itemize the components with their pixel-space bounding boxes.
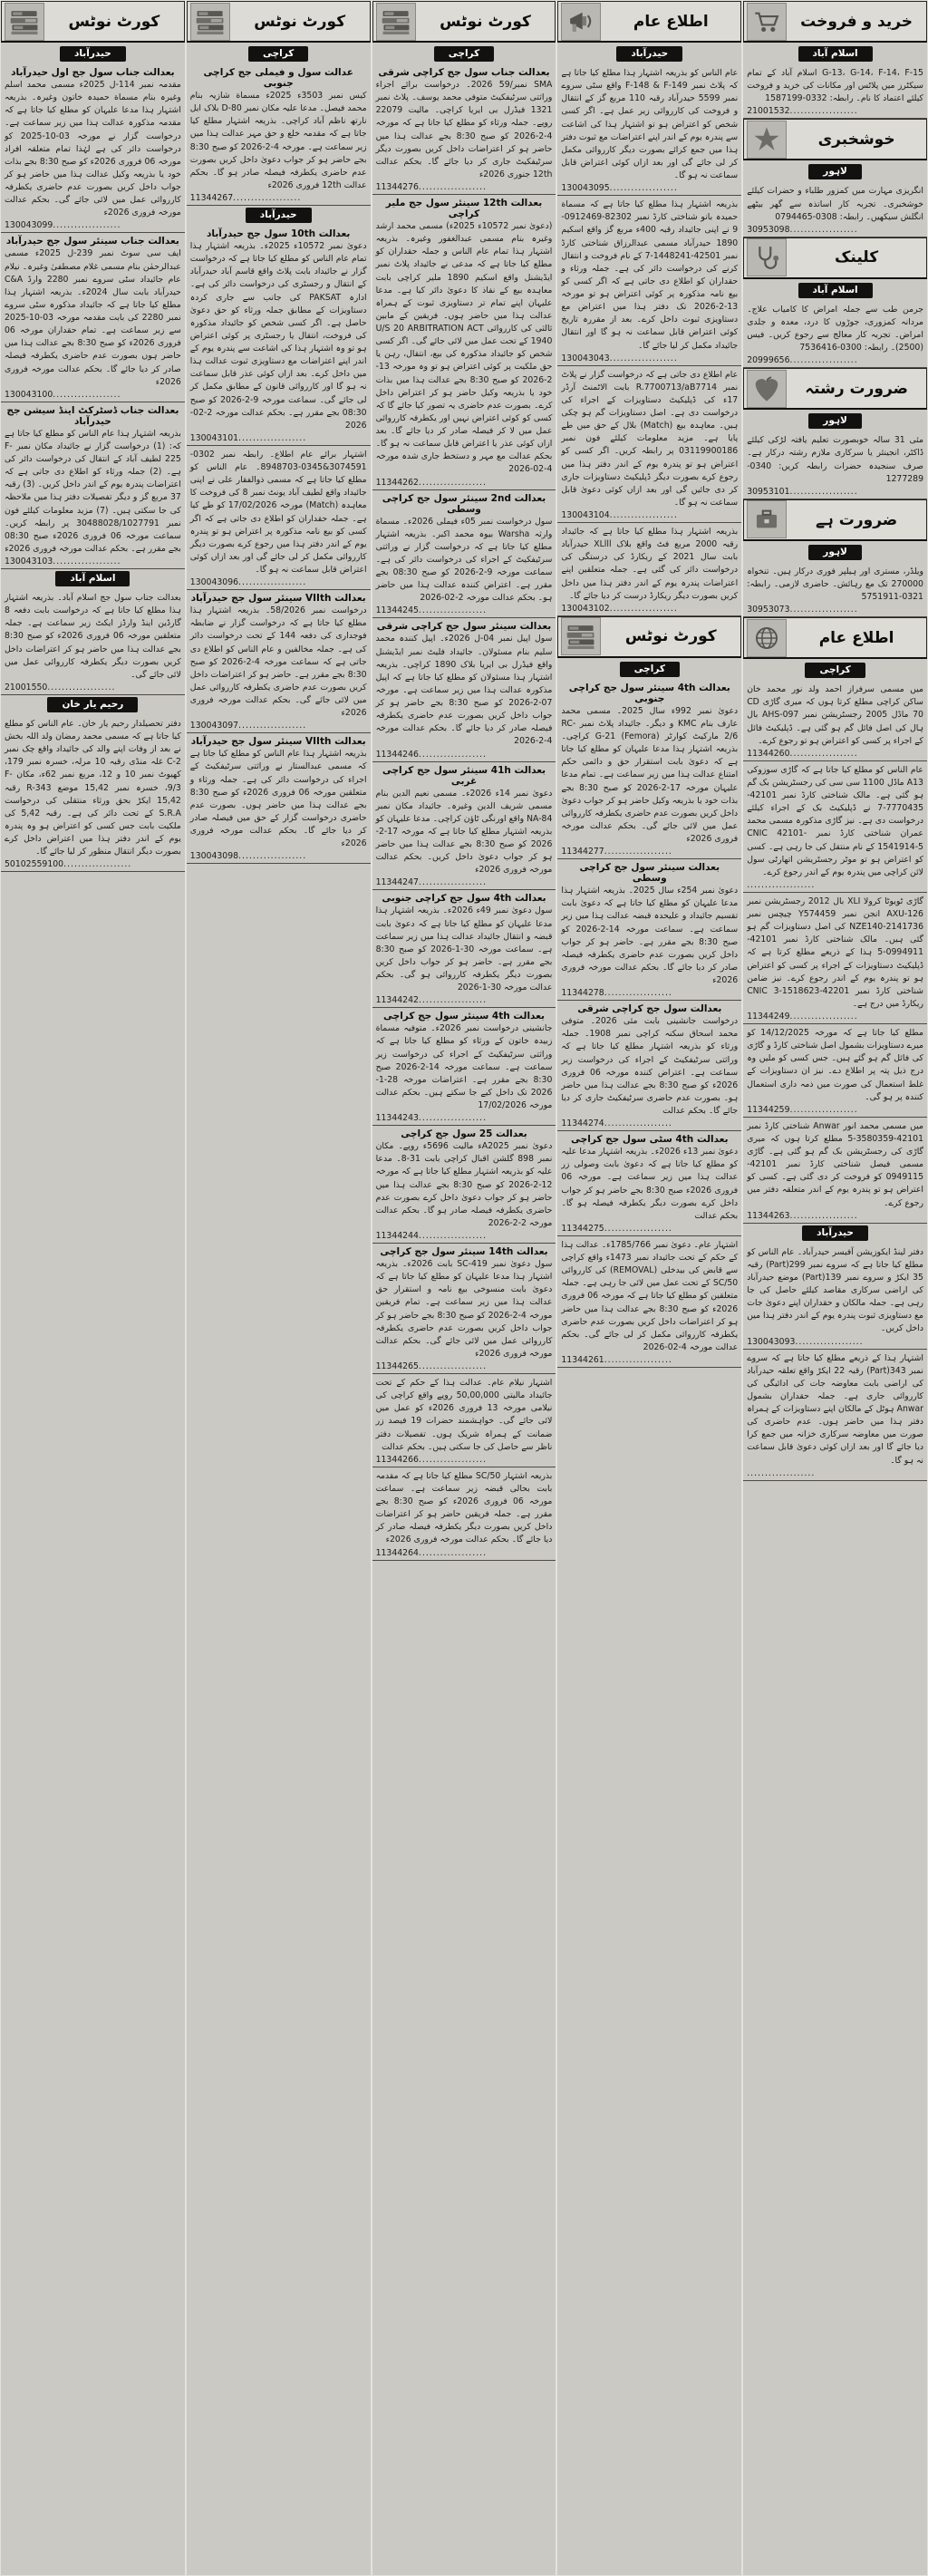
ad-id-value: 130043101: [189, 432, 239, 443]
ad-body-text: بذریعہ اشتہار SC/50 مطلع کیا جاتا ہے کہ مقدمہ بابت بحالی قبضہ زیر سماعت ہے۔ سماعت مورخہ 06 فروری 2026ء کو صبح 8:30 بجے مقرر ہے۔ جملہ فریقین حاضر ہو کر اعتراضات داخل کریں بصورت دیگر یکطرفہ فیصلہ صادر کر دیا جائے گا۔ بحکم عدالت مورخہ فروری 2026ء: [375, 1470, 553, 1545]
ad-reference-number: [190, 193, 367, 203]
ad-reference-number: [5, 683, 181, 692]
ad-reference-number: [747, 355, 923, 365]
ad-reference-number: [376, 1113, 553, 1123]
ad-body-text: میں مسمی محمد انور Anwar شناختی کارڈ نمبر 42101-3580359-5 مطلع کرتا ہوں کہ میری گاڑی کی رجسٹریشن بک گم ہو گئی ہے۔ گاڑی مسمی فیصل شناختی کارڈ نمبر 42101-0949115 کو فروخت کر دی گئی ہے۔ کسی کو اعتراض ہو تو پندرہ یوم کے اندر متعلقہ دفتر میں رجوع کرے۔: [747, 1120, 923, 1208]
ad-court-title: بعدالت 10th سول جج حیدرآباد: [207, 228, 351, 239]
city-label: اسلام آباد: [798, 283, 873, 298]
column-2: [187, 1, 371, 2575]
ad-reference-number: [561, 510, 738, 520]
ad-body-text: کیس نمبر 3503ء 2025ء مسماة شازیہ بنام محمد فیصل۔ مدعا علیہ مکان نمبر D-80 بلاک ایل نارتھ ناظم آباد کراچی۔ بذریعہ اشتہار مطلع کیا جاتا ہے کہ مقدمہ خلع و حق مہر عدالت ہذا میں زیر سماعت ہے۔ مورخہ 4-2-2026 کو صبح 8:30 بجے حاضر ہو کر جواب دعویٰ داخل کریں بصورت عدم حاضری یکطرفہ فیصلہ صادر ہو گا۔ بحکم عدالت 12th فروری 2026ء: [189, 91, 367, 190]
city-label: لاہور: [808, 413, 862, 429]
classified-ad: [743, 301, 927, 369]
classified-ad: [187, 64, 371, 206]
section-header: [743, 237, 927, 279]
public-notice-icon: [561, 3, 601, 41]
ad-body-text: بذریعہ اشتہار ہذا عام الناس کو مطلع کیا جاتا ہے کہ: (1) درخواست گزار نے جائیداد مکان نمبر F-225 لطیف آباد کے انتقال کی درخواست دائر کی ہے۔ (2) جملہ ورثاء کو اطلاع دی جاتی ہے کہ اعتراضات پندرہ یوم کے اندر داخل کریں۔ (3) رقبہ 37 مربع گز و دیگر تفصیلات دفتر ہذا میں ملاحظہ کی جا سکتی ہیں۔ (7) مزید معلومات کیلئے فون نمبر 30488028/1027791 پر رابطہ کریں۔ سماعت مورخہ 06 فروری 2026ء صبح 08:30 بجے مقرر ہے۔ بحکم عدالت مورخہ فروری 2026ء: [5, 428, 181, 554]
classified-ad: [743, 431, 927, 499]
city-row: [557, 44, 741, 64]
city-row: [1, 569, 185, 589]
city-row: [187, 206, 371, 226]
info-globe-icon: [747, 619, 787, 657]
ad-body-text: دعویٰ نمبر A2025ء مالیت 5696ء روپے۔ مکان نمبر 898 گلشن اقبال کراچی بابت 31-8۔ مدعا علیہ کو بذریعہ اشتہار مطلع کیا جاتا ہے کہ مورخہ 12-2-2026 کو صبح 8:30 بجے عدالت ہذا میں حاضر ہو کر جواب دعویٰ داخل کرے بصورت عدم حاضری یکطرفہ فیصلہ صادر ہو گا۔ بحکم عدالت مورخہ 2-2-2026: [375, 1141, 553, 1228]
classified-ad: [557, 859, 741, 1001]
ad-body-text: دعویٰ نمبر 13ء 2026ء۔ بذریعہ اشتہار مدعا علیہ کو مطلع کیا جاتا ہے کہ دعویٰ بابت وصولی زر عدالت ہذا میں زیر سماعت ہے۔ مورخہ 06 فروری 2026ء صبح 8:30 بجے حاضر ہو کر جواب داخل کرے بصورت دیگر یکطرفہ فیصلہ ہو گا۔ بحکم عدالت: [561, 1147, 739, 1221]
classified-ad: [743, 1244, 927, 1350]
ad-id-value: 11344277: [561, 847, 604, 857]
section-header: [743, 617, 927, 659]
ad-court-title: بعدالت 4th سول جج کراچی جنوبی: [382, 893, 546, 905]
ad-body-text: دعویٰ نمبر 254ء سال 2025۔ بذریعہ اشتہار ہذا مدعا علیہان کو مطلع کیا جاتا ہے کہ دعویٰ بابت تقسیم جائیداد و علیحدہ قبضہ عدالت ہذا میں زیر سماعت ہے۔ سماعت مورخہ 14-2-2026 کو صبح 8:30 بجے مقرر ہے۔ حاضر ہو کر جواب داخل کریں بصورت عدم حاضری یکطرفہ فیصلہ صادر کر دیا جائے گا۔ بحکم عدالت مورخہ فروری 2026ء: [561, 886, 739, 985]
classified-ad: [557, 1131, 741, 1236]
city-label: حیدرآباد: [60, 46, 126, 62]
ad-id-value: 11344242: [375, 995, 419, 1006]
section-header: [557, 616, 741, 658]
ad-reference-number: [376, 750, 553, 760]
ad-body-text: SMA نمبر/59 2026۔ درخواست برائے اجراء وراثتی سرٹیفکیٹ متوفی محمد یوسف۔ پلاٹ نمبر 1321 فیڈرل بی ایریا کراچی۔ مالیت 22079 روپے۔ جملہ ورثاء کو مطلع کیا جاتا ہے کہ مورخہ 4-2-2026 کو صبح 8:30 بجے عدالت ہذا میں حاضر ہو کر اعتراضات داخل کریں بصورت دیگر سرٹیفکیٹ جاری کر دیا جائے گا۔ بحکم عدالت 12th جنوری 2026ء: [375, 80, 553, 179]
ad-body-text: بذریعہ اشتہار ہذا عام الناس کو مطلع کیا جاتا ہے کہ مسمی عبدالستار نے وراثتی سرٹیفکیٹ کے اجراء کی درخواست دائر کی ہے۔ جملہ ورثاء و متعلقین مورخہ 06 فروری 2026ء کو صبح 8:30 بجے عدالت ہذا میں حاضر ہوں۔ بصورت عدم حاضری درخواست گزار کے حق میں فیصلہ صادر کر دیا جائے گا۔ بحکم عدالت مورخہ فروری 2026ء: [189, 749, 367, 849]
ad-reference-number: [747, 605, 923, 615]
ad-reference-number: [376, 877, 553, 887]
classified-ad: [187, 226, 371, 446]
ad-body-text: سول دعویٰ نمبر 49ء 2026ء۔ بذریعہ اشتہار ہذا مدعا علیہان کو مطلع کیا جاتا ہے کہ دعویٰ بابت قبضہ و انتقال جائیداد عدالت ہذا میں زیر سماعت ہے۔ سماعت مورخہ 30-1-2026 کو صبح 8:30 بجے مقرر ہے۔ حاضر ہو کر جواب داخل کریں بصورت دیگر یکطرفہ کارروائی ہو گی۔ بحکم عدالت مورخہ 30-1-2026: [375, 905, 553, 993]
ad-reference-number: [747, 749, 923, 759]
classified-ad: [1, 589, 185, 695]
ad-id-value: 11344259: [747, 1104, 790, 1115]
court-notice-icon: [5, 3, 44, 41]
ad-reference-number: [376, 1548, 553, 1558]
ad-reference-number: [561, 1224, 738, 1234]
section-title: ضرورت ہے: [815, 510, 898, 529]
ad-id-value: 11344262: [375, 477, 419, 488]
ad-reference-number: [561, 1119, 738, 1128]
ad-court-title: بعدالت VIIth سینئر سول جج حیدرآباد: [190, 593, 366, 605]
classified-ad: [372, 1467, 556, 1561]
ad-id-value: 11344260: [747, 748, 790, 759]
city-label: کراچی: [248, 46, 308, 62]
buy-sell-icon: [747, 3, 787, 41]
section-header: [187, 1, 371, 43]
classified-ad: [1, 233, 185, 402]
ad-id-value: 130043103: [5, 557, 53, 567]
ad-body-text: دعویٰ نمبر 10572ء 2025ء۔ بذریعہ اشتہار ہذا تمام عام الناس کو مطلع کیا جاتا ہے کہ درخواست گزار نے جائیداد بابت پلاٹ واقع قاسم آباد حیدرآباد کے انتقال و رجسٹری کی درخواست دائر کی ہے۔ ادارہ PAKSAT کی جانب سے جاری کردہ دستاویزات کے مطابق جملہ ورثاء کو حق دعویٰ حاصل ہے۔ اگر کسی شخص کو جائیداد مذکورہ کی فروخت، انتقال یا رجسٹری پر کوئی اعتراض ہو تو وہ اشتہار ہذا کی اشاعت سے پندرہ یوم کے اندر اپنے اعتراضات مع دستاویزی ثبوت عدالت ہذا میں داخل کرے۔ بعد ازاں کوئی عذر قابل سماعت نہ ہو گا اور کارروائی قانون کے مطابق مکمل کر لی جائے گی۔ سماعت مورخہ 9-2-2026 کو صبح 08:30 بجے مقرر ہے۔ بحکم عدالت مورخہ 2-02-2026: [189, 241, 367, 431]
needed-icon: [747, 500, 787, 538]
ad-body-text: دفتر لینڈ ایکوزیشن آفیسر حیدرآباد۔ عام الناس کو مطلع کیا جاتا ہے کہ سروے نمبر 299(Part) رقبہ 35 ایکڑ و سروے نمبر 139(Part) موضع حیدرآباد کی اراضی سرکاری مقاصد کیلئے حاصل کی جا رہی ہے۔ جملہ مالکان و حقداران اپنے دعویٰ جات مع دستاویزی ثبوت پندرہ یوم کے اندر دفتر ہذا میں داخل کریں۔: [747, 1246, 923, 1334]
ad-court-title: بعدالت سینئر سول جج کراچی شرقی: [376, 621, 552, 633]
ad-court-title: بعدالت سول جج کراچی شرقی: [577, 1003, 722, 1015]
ad-id-value: 130043100: [5, 389, 53, 400]
ad-id-value: 11344247: [375, 877, 419, 888]
ad-body-text: اشتہار برائے عام اطلاع۔ رابطہ نمبر 0302-3074591&0345-8948703۔ عام الناس کو مطلع کیا جاتا ہے کہ مسمی ذوالفقار علی نے اپنی جائیداد واقع لطیف آباد یونٹ نمبر 8 کی فروخت کا معاہدہ (Match) مورخہ 17/02/2026 کو طے کیا ہے۔ جملہ حقداران کو اطلاع دی جاتی ہے کہ اگر کسی کو بیع نامہ مذکورہ پر اعتراض ہو تو پندرہ یوم کے اندر دفتر ہذا میں رجوع کرے بصورت دیگر کارروائی مکمل کر لی جائے گی اور بعد ازاں کوئی اعتراض قابل سماعت نہ ہو گا۔: [189, 449, 367, 575]
ad-id-value: 11344275: [561, 1223, 604, 1234]
ad-reference-number: [747, 880, 923, 890]
ad-id-value: 11344265: [375, 1361, 419, 1371]
ad-body-text: درخواست جانشینی بابت مئی 2026۔ متوفی محمد اسحاق سکنہ کراچی نمبر 1908۔ جملہ ورثاء کو بذریعہ اشتہار مطلع کیا جاتا ہے کہ وراثتی سرٹیفکیٹ کے اجراء کی درخواست زیر سماعت ہے۔ اعتراض کنندہ مورخہ 06 فروری 2026ء کو صبح 8:30 بجے عدالت ہذا میں حاضر ہو۔ بصورت عدم حاضری سرٹیفکیٹ جاری کر دیا جائے گا۔ بحکم عدالت: [561, 1016, 739, 1116]
ad-court-title: بعدالت جناب ڈسٹرکٹ اینڈ سیشن جج حیدرآباد: [6, 404, 179, 427]
city-label: کراچی: [620, 662, 680, 677]
ad-reference-number: [747, 1012, 923, 1022]
ad-body-text: دفتر تحصیلدار رحیم یار خان۔ عام الناس کو مطلع کیا جاتا ہے کہ مسمی محمد رمضان ولد اللہ بخش نے بعد از وفات اپنے والد کی جائیداد واقع چک نمبر C-2 غلہ منڈی رقبہ 10 مرلہ، خسرہ نمبر 179، کھیوٹ نمبر 10 و 12، مربع نمبر 62ء، مکان F-9/3، خسرہ نمبر 15,42 موضع R-343 رقبہ 15,42 ایکڑ بحق ورثاء منتقلی کی درخواست S.R.A کے تحت دائر کی ہے۔ رقبہ 5,42 کی ملکیت بابت جس کسی کو اعتراض ہو وہ پندرہ یوم کے اندر دفتر ہذا میں اعتراض داخل کرے بصورت دیگر انتقال منظور کر لیا جائے گا۔: [5, 718, 181, 857]
ad-id-value: 130043043: [561, 353, 610, 363]
ad-court-title: بعدالت 4th سٹی سول جج کراچی: [571, 1134, 729, 1146]
ad-id-value: 130043095: [561, 183, 610, 194]
ad-id-value: 11344249: [747, 1012, 790, 1022]
ad-court-title: بعدالت 25 سول جج کراچی: [401, 1128, 527, 1140]
section-title: اطلاع عام: [818, 628, 894, 647]
section-title: ضرورت رشتہ: [805, 380, 908, 399]
city-row: [743, 281, 927, 301]
ad-body-text: اشتہار ہذا کے ذریعے مطلع کیا جاتا ہے کہ سروے نمبر 343(Part) رقبہ 22 ایکڑ واقع تعلقہ حیدرآباد کی اراضی بابت معاوضہ جات کی ادائیگی کی کارروائی جاری ہے۔ جملہ حقداران بشمول Anwar ہوٹل کے مالکان اپنے دستاویزات کے ہمراہ دفتر ہذا میں حاضر ہوں۔ عدم حاضری کی صورت میں معاوضہ سرکاری خزانہ میں جمع کرا دیا جائے گا اور بعد ازاں کوئی دعویٰ قابل سماعت نہ ہو گا۔: [747, 1352, 923, 1466]
ad-body-text: بذریعہ اشتہار ہذا مطلع کیا جاتا ہے کہ مسماة حمیدہ بانو شناختی کارڈ نمبر 82302-0912469-9 نے اپنی جائیداد رقبہ 400ء مربع گز واقع اسکیم 1890 حیدرآباد مسمی عبدالرزاق شناختی کارڈ نمبر 42501-1448241-7 کے نام فروخت و انتقال کرنے کی درخواست دائر کی ہے۔ جملہ ورثاء و حقداران کو اطلاع دی جاتی ہے کہ اگر کسی کو بیع نامہ مذکورہ پر کوئی اعتراض ہو تو مورخہ 13-2-2026 تک دفتر ہذا میں اعتراض مع دستاویزی ثبوت داخل کرے۔ بعد از مقررہ تاریخ کوئی اعتراض قابل سماعت نہ ہو گا اور انتقال جائیداد مکمل کر لیا جائے گا۔: [561, 199, 739, 351]
ad-reference-number: [5, 390, 181, 400]
classified-ad: [187, 446, 371, 590]
ad-court-title: بعدالت 12th سینئر سول جج ملیر کراچی: [385, 198, 543, 219]
ad-body-text: میں مسمی سرفراز احمد ولد نور محمد خان ساکن کراچی مطلع کرتا ہوں کہ میری گاڑی CD 70 ماڈل 2005 رجسٹریشن نمبر AHS-097 بال ہال کی اصل فائل گم ہو گئی ہے۔ ڈپلیکیٹ فائل کے اجراء پر کسی کو اعتراض ہو تو رجوع کرے۔: [747, 684, 923, 746]
ad-reference-number: [376, 478, 553, 488]
ad-reference-number: [561, 988, 738, 998]
ad-id-value: 11344246: [375, 749, 419, 760]
section-header: [372, 1, 556, 43]
ad-body-text: بعدالت جناب سول جج اسلام آباد۔ بذریعہ اشتہار ہذا مطلع کیا جاتا ہے کہ درخواست بابت دفعہ 8 گارڈین اینڈ وارڈز ایکٹ زیر سماعت ہے۔ جملہ متعلقین مورخہ 06 فروری 2026ء کو صبح 8:30 بجے عدالت ہذا میں حاضر ہو کر اعتراضات داخل کریں بصورت دیگر یکطرفہ کارروائی عمل میں لائی جائے گی۔: [5, 593, 181, 680]
ad-body-text: دعویٰ نمبر 14ء 2026ء۔ مسمی نعیم الدین بنام مسمی شریف الدین وغیرہ۔ جائیداد مکان نمبر NA-84 واقع اورنگی ٹاؤن کراچی۔ مدعا علیہان کو بذریعہ اشتہار مطلع کیا جاتا ہے کہ مورخہ 17-2-2026 کو صبح 8:30 بجے عدالت ہذا میں حاضر ہو کر جواب دعویٰ داخل کریں۔ بحکم عدالت مورخہ فروری 2026ء: [375, 788, 553, 876]
city-row: [743, 543, 927, 563]
classified-ad: [743, 563, 927, 617]
city-label: رحیم یار خان: [47, 697, 138, 712]
ad-reference-number: [561, 1355, 738, 1365]
ad-reference-number: [376, 1455, 553, 1465]
ad-reference-number: [561, 183, 738, 193]
court-notice-icon: [376, 3, 416, 41]
classified-ad: [372, 1244, 556, 1374]
ad-reference-number: [376, 995, 553, 1005]
ad-id-value: 21001550: [5, 682, 48, 692]
section-title: خوشخبری: [817, 130, 895, 149]
ad-body-text: ویلڈر، مستری اور ہیلپر فوری درکار ہیں۔ تنخواہ 270000 تک مع رہائش۔ حاضری لازمی۔ رابطہ: 0321-5751911: [747, 566, 923, 602]
ad-id-value: 50102559100: [5, 859, 64, 870]
classified-ad: [557, 1001, 741, 1131]
ad-body-text: دعویٰ نمبر 992ء سال 2025۔ مسمی محمد عارف بنام KMC و دیگر۔ جائیداد پلاٹ نمبر RC-2/6 مارکیٹ کوارٹر G-21 (Femora) کراچی۔ بذریعہ اشتہار ہذا مدعا علیہان کو مطلع کیا جاتا ہے کہ دعویٰ بابت استقرار حق و دائمی حکم امتناع عدالت ہذا میں زیر سماعت ہے۔ تمام مدعا علیہان مورخہ 17-2-2026 کو صبح 8:30 بجے بذات خود یا بذریعہ وکیل حاضر ہو کر جواب دعویٰ داخل کریں بصورت عدم حاضری یکطرفہ کارروائی عمل میں لائی جائے گی۔ بحکم عدالت مورخہ فروری 2026ء: [561, 705, 739, 844]
city-row: [372, 44, 556, 64]
classified-ad: [743, 182, 927, 237]
ad-body-text: جرمن طب سے جملہ امراض کا کامیاب علاج۔ مردانہ کمزوری، جوڑوں کا درد، معدہ و جلدی امراض۔ تجربہ کار معالج سے رجوع کریں۔ فیس (2500)۔ رابطہ: 0300-7536416: [747, 304, 923, 353]
ad-court-title: عدالت سول و فیملی جج کراچی جنوبی: [203, 67, 353, 89]
city-label: اسلام آباد: [798, 46, 873, 62]
ad-id-value: 11344245: [375, 605, 419, 616]
ad-reference-number: [747, 487, 923, 497]
ad-reference-number: [190, 851, 367, 861]
classified-ad: [372, 490, 556, 619]
ad-body-text: اشتہار نیلام عام۔ عدالت ہذا کے حکم کے تحت جائیداد مالیتی 50,00,000 روپے واقع کراچی کی نیلامی مورخہ 13 فروری 2026ء کو عمل میں لائی جائے گی۔ خواہشمند حضرات 19 فیصد زر ضمانت کے ہمراہ شریک ہوں۔ تفصیلات دفتر ناظر سے حاصل کی جا سکتی ہیں۔ بحکم عدالت: [375, 1378, 553, 1452]
city-label: لاہور: [808, 545, 862, 560]
ad-body-text: سول دعویٰ نمبر SC-419 بابت 2026ء۔ بذریعہ اشتہار ہذا مدعا علیہان کو مطلع کیا جاتا ہے کہ دعویٰ بابت منسوخی بیع نامہ و استقرار حق عدالت ہذا میں زیر سماعت ہے۔ تمام فریقین مورخہ 4-2-2026 کو صبح 8:30 بجے حاضر ہو کر جواب داخل کریں بصورت عدم حاضری یکطرفہ کارروائی عمل میں لائی جائے گی۔ بحکم عدالت مورخہ فروری 2026ء: [375, 1259, 553, 1359]
ad-id-value: 130043098: [189, 851, 239, 862]
classified-ad: [557, 680, 741, 859]
ad-reference-number: [561, 353, 738, 363]
classified-ad: [743, 64, 927, 119]
classified-ad: [372, 195, 556, 490]
ad-id-value: 11344266: [375, 1454, 419, 1465]
ad-body-text: مطلع کیا جاتا ہے کہ مورخہ 14/12/2025 کو میرے دستاویزات بشمول اصل شناختی کارڈ و گاڑی کی فائل گم ہو گئے ہیں۔ جس کسی کو ملیں وہ درج ذیل پتہ پر اطلاع دے۔ نیز ان دستاویزات کے غلط استعمال کی صورت میں ذمہ داری استعمال کنندہ پر ہو گی۔: [747, 1028, 923, 1102]
ad-body-text: جانشینی درخواست نمبر 2026ء۔ متوفیہ مسماة زبیدہ خاتون کے ورثاء کو مطلع کیا جاتا ہے کہ وراثتی سرٹیفکیٹ کے اجراء کی درخواست زیر سماعت ہے۔ سماعت مورخہ 14-2-2026 صبح 8:30 بجے مقرر ہے۔ اعتراضات مورخہ 28-1-2026 تک داخل کیے جا سکتے ہیں۔ بحکم عدالت مورخہ 17/02/2026: [375, 1023, 553, 1110]
ad-court-title: بعدالت جناب سینئر سول جج حیدرآباد: [5, 236, 179, 247]
classified-ad: [557, 366, 741, 523]
ad-reference-number: [5, 557, 181, 567]
classified-ad: [187, 590, 371, 733]
ad-reference-number: [561, 604, 738, 614]
ad-court-title: بعدالت 41h سینئر سول جج کراچی غربی: [382, 764, 546, 787]
classified-ad: [372, 890, 556, 1008]
ad-id-value: 30953098: [747, 224, 790, 235]
ad-body-text: مئی 31 سالہ خوبصورت تعلیم یافتہ لڑکی کیلئے ڈاکٹر، انجینئر یا سرکاری ملازم رشتہ درکار ہے۔ صرف سنجیدہ حضرات رابطہ کریں: 0340-1277289: [747, 435, 923, 484]
classified-ad: [557, 523, 741, 616]
classified-ad: [1, 715, 185, 872]
classified-ad: [372, 618, 556, 761]
city-row: [743, 162, 927, 182]
city-row: [1, 44, 185, 64]
ad-reference-number: [190, 721, 367, 731]
ad-id-value: 130043097: [189, 721, 239, 731]
ad-id-value: 30953073: [747, 605, 790, 615]
ad-body-text: بذریعہ اشتہار ہذا مطلع کیا جاتا ہے کہ جائیداد رقبہ 2000 مربع فٹ واقع بلاک XLlll حیدرآباد بابت سال 2021 کے ریکارڈ کی درستگی کی درخواست دائر کی گئی ہے۔ جملہ متعلقین اپنے اعتراضات پندرہ یوم کے اندر دفتر ہذا میں داخل کریں بصورت دیگر ریکارڈ درست کر دیا جائے گا۔: [561, 527, 739, 601]
ad-court-title: بعدالت VIIth سینئر سول جج حیدرآباد: [190, 736, 366, 748]
ad-body-text: درخواست نمبر 58/2026۔ بذریعہ اشتہار ہذا مطلع کیا جاتا ہے کہ درخواست گزار نے ضابطہ فوجداری کی دفعہ 144 کے تحت درخواست دائر کی ہے۔ جملہ مخالفین و عام الناس کو اطلاع دی جاتی ہے کہ سماعت مورخہ 4-2-2026 کو صبح 8:30 بجے مقرر ہے۔ حاضر ہو کر اعتراضات داخل کریں بصورت عدم حاضری یکطرفہ کارروائی عمل میں لائی جائے گی۔ بحکم عدالت مورخہ فروری 2026ء: [189, 605, 367, 719]
ad-body-text: سول اپیل نمبر 04-ل 2026ء۔ اپیل کنندہ محمد سلیم بنام مسئولان۔ جائیداد فلیٹ نمبر ایڈیشنل واقع فیڈرل بی ایریا بلاک 1890 کراچی۔ بذریعہ اشتہار ہذا مسئولان کو مطلع کیا جاتا ہے کہ اپیل مذکورہ عدالت ہذا میں زیر سماعت ہے۔ مورخہ 07-2-2026 کو صبح 8:30 بجے حاضر ہو کر جواب داخل کریں بصورت عدم حاضری یکطرفہ فیصلہ صادر کر دیا جائے گا۔ بحکم عدالت مورخہ 4-2-2026: [375, 634, 553, 747]
ad-reference-number: [747, 1211, 923, 1221]
classified-ad: [372, 762, 556, 891]
ad-body-text: (دعویٰ نمبر 10572ء 2025ء) مسمی محمد ارشد وغیرہ بنام مسمی عبدالغفور وغیرہ۔ بذریعہ اشتہار ہذا تمام عام الناس و جملہ حقداران کو مطلع کیا جاتا ہے کہ مدعی نے جائیداد پلاٹ نمبر ایڈیشنل واقع اسکیم 1890 ملیر کراچی بابت معاہدہ بیع کے نفاذ کا دعویٰ دائر کیا ہے۔ مدعا علیہان اپنے تمام تر دستاویزی ثبوت کے ہمراہ عدالت ہذا میں حاضر ہوں۔ فریقین کے مابین ثالثی کی کارروائی U/S 20 ARBITRATION ACT 1940 کے تحت عمل میں لائی جائے گی۔ اگر کسی شخص کو جائیداد مذکورہ کی بیع، انتقال، رہن یا حق ملکیت پر کوئی اعتراض ہو تو وہ مورخہ 13-2-2026 کو صبح 8:30 بجے عدالت ہذا میں بذات خود یا بذریعہ وکیل حاضر ہو کر اعتراض داخل کرے۔ بصورت عدم حاضری یہ تصور کیا جائے گا کہ کسی کو کوئی اعتراض نہیں اور یکطرفہ کارروائی عمل میں لا کر فیصلہ صادر کر دیا جائے گا۔ بعد ازاں کوئی عذر یا اعتراض قابل سماعت نہ ہو گا۔ بحکم عدالت مع مہر و دستخط جاری شدہ مورخہ 4-02-2026: [375, 221, 553, 475]
ad-reference-number: [747, 1337, 923, 1347]
city-label: حیدرآباد: [802, 1225, 868, 1241]
ad-id-value: 11344261: [561, 1355, 604, 1365]
city-row: [743, 412, 927, 431]
section-header: [1, 1, 185, 43]
ad-id-value: 11344278: [561, 988, 604, 999]
section-header: [743, 499, 927, 541]
ad-reference-number: [747, 1105, 923, 1115]
ad-reference-number: [747, 225, 923, 235]
city-row: [1, 695, 185, 715]
classified-ad: [557, 1236, 741, 1368]
section-title: اطلاع عام: [633, 12, 709, 31]
ad-body-text: گاڑی ٹویوٹا کرولا XLI بال 2012 رجسٹریشن نمبر AXU-126 انجن نمبر Y574459 چیچس نمبر NZE140-2141736 کی اصل دستاویزات گم ہو گئی ہیں۔ مالک شناختی کارڈ نمبر 42101-0994911-5 ہذا کے ذریعے مطلع کرتا ہے کہ ڈپلیکیٹ دستاویزات کے اجراء پر کسی کو اعتراض ہو تو پندرہ یوم کے اندر رجوع کرے۔ نیز ضامن شناختی کارڈ نمبر 42201-1518623-3 CNIC ریکارڈ میں درج ہے۔: [747, 896, 923, 1009]
section-title: کلینک: [835, 248, 879, 267]
section-header: [743, 1, 927, 43]
ad-id-value: 20999656: [747, 355, 790, 366]
section-title: کورٹ نوٹس: [440, 12, 531, 31]
classified-ad: [372, 1374, 556, 1467]
ad-body-text: ایف سی سوٹ نمبر 239-ل 2025ء مسمی عبدالرحمٰن بنام مسمی غلام مصطفیٰ وغیرہ۔ نیلام عام جائیداد سٹی سروے نمبر 2280 وارڈ C&A حیدرآباد بابت سال 2024ء۔ بذریعہ اشتہار ہذا مطلع کیا جاتا ہے کہ جائیداد مذکورہ سٹی سروے نمبر 2280 کی بابت مقدمہ مورخہ 03-10-2025 سے زیر سماعت ہے۔ تمام حقداران مورخہ 06 فروری 2026ء کو صبح 8:30 بجے عدالت ہذا میں حاضر ہوں بصورت عدم حاضری یکطرفہ فیصلہ صادر کر دیا جائے گا۔ بحکم عدالت مورخہ فروری 2026ء: [5, 248, 181, 387]
ad-court-title: بعدالت 2nd سینئر سول جج کراچی وسطی: [382, 492, 546, 515]
section-title: خرید و فروخت: [800, 12, 914, 31]
ad-id-value: 30953101: [747, 486, 790, 497]
ad-id-value: 11344264: [375, 1547, 419, 1558]
classified-ad: [743, 1024, 927, 1118]
column-5: [743, 1, 927, 2575]
ad-id-value: 21001532: [747, 106, 790, 117]
section-title: کورٹ نوٹس: [624, 627, 717, 646]
classified-ad: [372, 64, 556, 195]
ad-id-value: 11344263: [747, 1210, 790, 1221]
city-label: اسلام آباد: [55, 571, 130, 586]
ad-body-text: عام الناس کو مطلع کیا جاتا ہے کہ گاڑی سوزوکی A13 ماڈل 1100 سی سی کی رجسٹریشن بک گم ہو گئی ہے۔ مالک شناختی کارڈ نمبر 42101-7770435-7 نے ڈپلیکیٹ بک کے اجراء کیلئے درخواست دی ہے۔ نیز گاڑی مذکورہ مسمی محمد عمران شناختی کارڈ نمبر CNIC 42101-1541914-5 کے نام منتقل کی جا رہی ہے۔ کسی کو اعتراض ہو تو موٹر رجسٹریشن اتھارٹی سول لائن کراچی میں پندرہ یوم کے اندر رجوع کرے۔: [747, 764, 923, 877]
ad-reference-number: [5, 859, 181, 869]
good-news-icon: [747, 121, 787, 159]
classified-ad: [557, 64, 741, 196]
ad-body-text: عام الناس کو بذریعہ اشتہار ہذا مطلع کیا جاتا ہے کہ پلاٹ نمبر F-148 & F-149 واقع سٹی سروے نمبر 5599 حیدرآباد رقبہ 110 مربع گز کے انتقال و فروخت کی کارروائی زیر عمل ہے۔ اگر کسی شخص کو اعتراض ہو تو اشتہار ہذا کی اشاعت سے پندرہ یوم کے اندر اپنے اعتراضات مع ثبوت دفتر ہذا میں جمع کرائے بصورت دیگر کارروائی مکمل کر لی جائے گی اور بعد ازاں کوئی اعتراض قابل سماعت نہ ہو گا۔: [561, 68, 739, 180]
classified-ad: [743, 681, 927, 761]
city-label: کراچی: [805, 663, 865, 678]
ad-id-value: 130043102: [561, 603, 610, 614]
court-notice-icon: [190, 3, 230, 41]
ad-id-value: 130043104: [561, 510, 610, 520]
ad-reference-number: [747, 106, 923, 116]
ad-reference-number: [561, 847, 738, 857]
marriage-proposal-icon: [747, 370, 787, 408]
ad-reference-number: [376, 1361, 553, 1371]
classified-ad: [743, 761, 927, 893]
section-title: کورٹ نوٹس: [68, 12, 160, 31]
column-1: [1, 1, 185, 2575]
ad-court-title: بعدالت سینئر سول جج کراچی وسطی: [579, 862, 720, 885]
ad-reference-number: [376, 605, 553, 615]
classified-ad: [372, 1126, 556, 1244]
ad-court-title: بعدالت 14th سینئر سول جج کراچی: [380, 1246, 548, 1257]
city-row: [743, 1224, 927, 1244]
ad-court-title: بعدالت جناب سول جج اول حیدرآباد: [11, 67, 175, 78]
ad-id-value: 11344244: [375, 1231, 419, 1241]
section-header: [743, 368, 927, 410]
clinic-icon: [747, 238, 787, 276]
ad-court-title: بعدالت 4th سینئر سول جج کراچی: [383, 1011, 545, 1022]
section-header: [557, 1, 741, 43]
classified-ad: [1, 402, 185, 569]
ad-reference-number: [376, 1231, 553, 1241]
city-row: [743, 661, 927, 681]
city-row: [187, 44, 371, 64]
column-4: [557, 1, 741, 2575]
ad-court-title: بعدالت 4th سینئر سول جج کراچی جنوبی: [568, 682, 730, 704]
ad-body-text: مقدمہ نمبر 114-ل 2025ء مسمی محمد اسلم وغیرہ بنام مسماة حمیدہ خاتون وغیرہ۔ بذریعہ اشتہار ہذا مدعا علیہان کو مطلع کیا جاتا ہے کہ مقدمہ مذکورہ عدالت ہذا میں زیر سماعت ہے۔ درخواست گزار نے مورخہ 03-10-2025 کو درخواست دائر کی ہے لہٰذا تمام متعلقہ افراد مورخہ 06 فروری 2026ء کو صبح 8:30 بجے بذات خود یا بذریعہ وکیل عدالت ہذا میں حاضر ہو کر جواب داخل کریں بصورت عدم حاضری یکطرفہ کارروائی عمل میں لائی جائے گی۔ بحکم عدالت مورخہ فروری 2026ء: [5, 80, 181, 218]
ad-id-value: 11344267: [189, 193, 234, 203]
classified-ad: [187, 733, 371, 864]
ad-reference-number: [190, 433, 367, 443]
ad-body-text: G-13، G-14، F-14، F-15 اسلام آباد کے تمام سیکٹرز میں پلاٹس اور مکانات کی خرید و فروخت کیلئے اعتماد کا نام۔ رابطہ: 0332-1587199: [747, 68, 923, 104]
ad-reference-number: [376, 182, 553, 192]
classified-ad: [372, 1008, 556, 1126]
city-label: لاہور: [808, 164, 862, 179]
ad-court-title: بعدالت جناب سول جج کراچی شرقی: [378, 67, 550, 78]
ad-id-value: 11344243: [375, 1113, 419, 1124]
ad-reference-number: [5, 220, 181, 230]
ad-id-value: 130043093: [747, 1336, 796, 1347]
ad-id-value: 130043096: [189, 577, 239, 588]
ad-reference-number: [747, 1468, 923, 1478]
city-label: کراچی: [434, 46, 494, 62]
ad-body-text: اشتہار عام۔ دعویٰ نمبر 1785/766ء۔ عدالت ہذا کے حکم کے تحت جائیداد نمبر 1473ء واقع کراچی سے قابض کی بیدخلی (REMOVAL) کی کارروائی SC/50 کے تحت عمل میں لائی جا رہی ہے۔ جملہ متعلقین کو مطلع کیا جاتا ہے کہ مورخہ 06 فروری 2026ء کو صبح 8:30 بجے عدالت ہذا میں حاضر ہو کر اعتراضات داخل کریں بصورت عدم حاضری یکطرفہ کارروائی مکمل کر لی جائے گی۔ بحکم عدالت مورخہ 4-02-2026: [561, 1239, 739, 1352]
classified-ad: [743, 893, 927, 1024]
classified-ad: [743, 1118, 927, 1224]
classified-ad: [1, 64, 185, 233]
city-label: حیدرآباد: [616, 46, 682, 62]
ad-body-text: سول درخواست نمبر 05ء فیملی 2026ء۔ مسماة وارثہ Warsha بیوہ محمد اکبر۔ بذریعہ اشتہار مطلع کیا جاتا ہے کہ درخواست گزار نے وراثتی سرٹیفکیٹ کے اجراء کی درخواست دائر کی ہے۔ سماعت مورخہ 9-2-2026 کو صبح 08:30 بجے مقرر ہے۔ اعتراض کنندہ عدالت ہذا میں حاضر ہو۔ بحکم عدالت مورخہ 2-02-2026: [375, 516, 553, 604]
ad-id-value: 11344276: [375, 182, 419, 192]
classified-ad: [743, 1350, 927, 1481]
classified-ad: [557, 196, 741, 366]
city-label: حیدرآباد: [246, 208, 312, 223]
ad-body-text: عام اطلاع دی جاتی ہے کہ درخواست گزار نے پلاٹ نمبر R.7700713/aB7714 بابت الاٹمنٹ آرڈر 17ء کی ڈپلیکیٹ دستاویزات کے اجراء کی درخواست دی ہے۔ اصل دستاویزات گم ہو چکی ہیں۔ معاہدہ بیع (Match) بلال کے حق میں طے پایا ہے۔ مزید معلومات کیلئے فون نمبر 03119900186 پر رابطہ کریں۔ اگر کسی کو اعتراض ہو تو پندرہ یوم کے اندر دفتر ہذا میں رجوع کرے بصورت دیگر ڈپلیکیٹ دستاویزات جاری کر دی جائیں گی اور بعد ازاں کوئی دعویٰ قابل سماعت نہ ہو گا۔: [561, 369, 739, 508]
city-row: [743, 44, 927, 64]
section-title: کورٹ نوٹس: [254, 12, 346, 31]
column-3: [372, 1, 556, 2575]
ad-id-value: 11344274: [561, 1119, 604, 1129]
city-row: [557, 660, 741, 680]
court-notice-icon: [561, 617, 601, 655]
section-header: [743, 119, 927, 160]
ad-reference-number: [190, 577, 367, 587]
ad-id-value: 130043099: [5, 220, 53, 231]
ad-body-text: انگریزی مہارت میں کمزور طلباء و حضرات کیلئے خوشخبری۔ تجربہ کار اساتذہ سے گھر بیٹھے انگلش سیکھیں۔ رابطہ: 0308-0794465: [747, 186, 923, 222]
